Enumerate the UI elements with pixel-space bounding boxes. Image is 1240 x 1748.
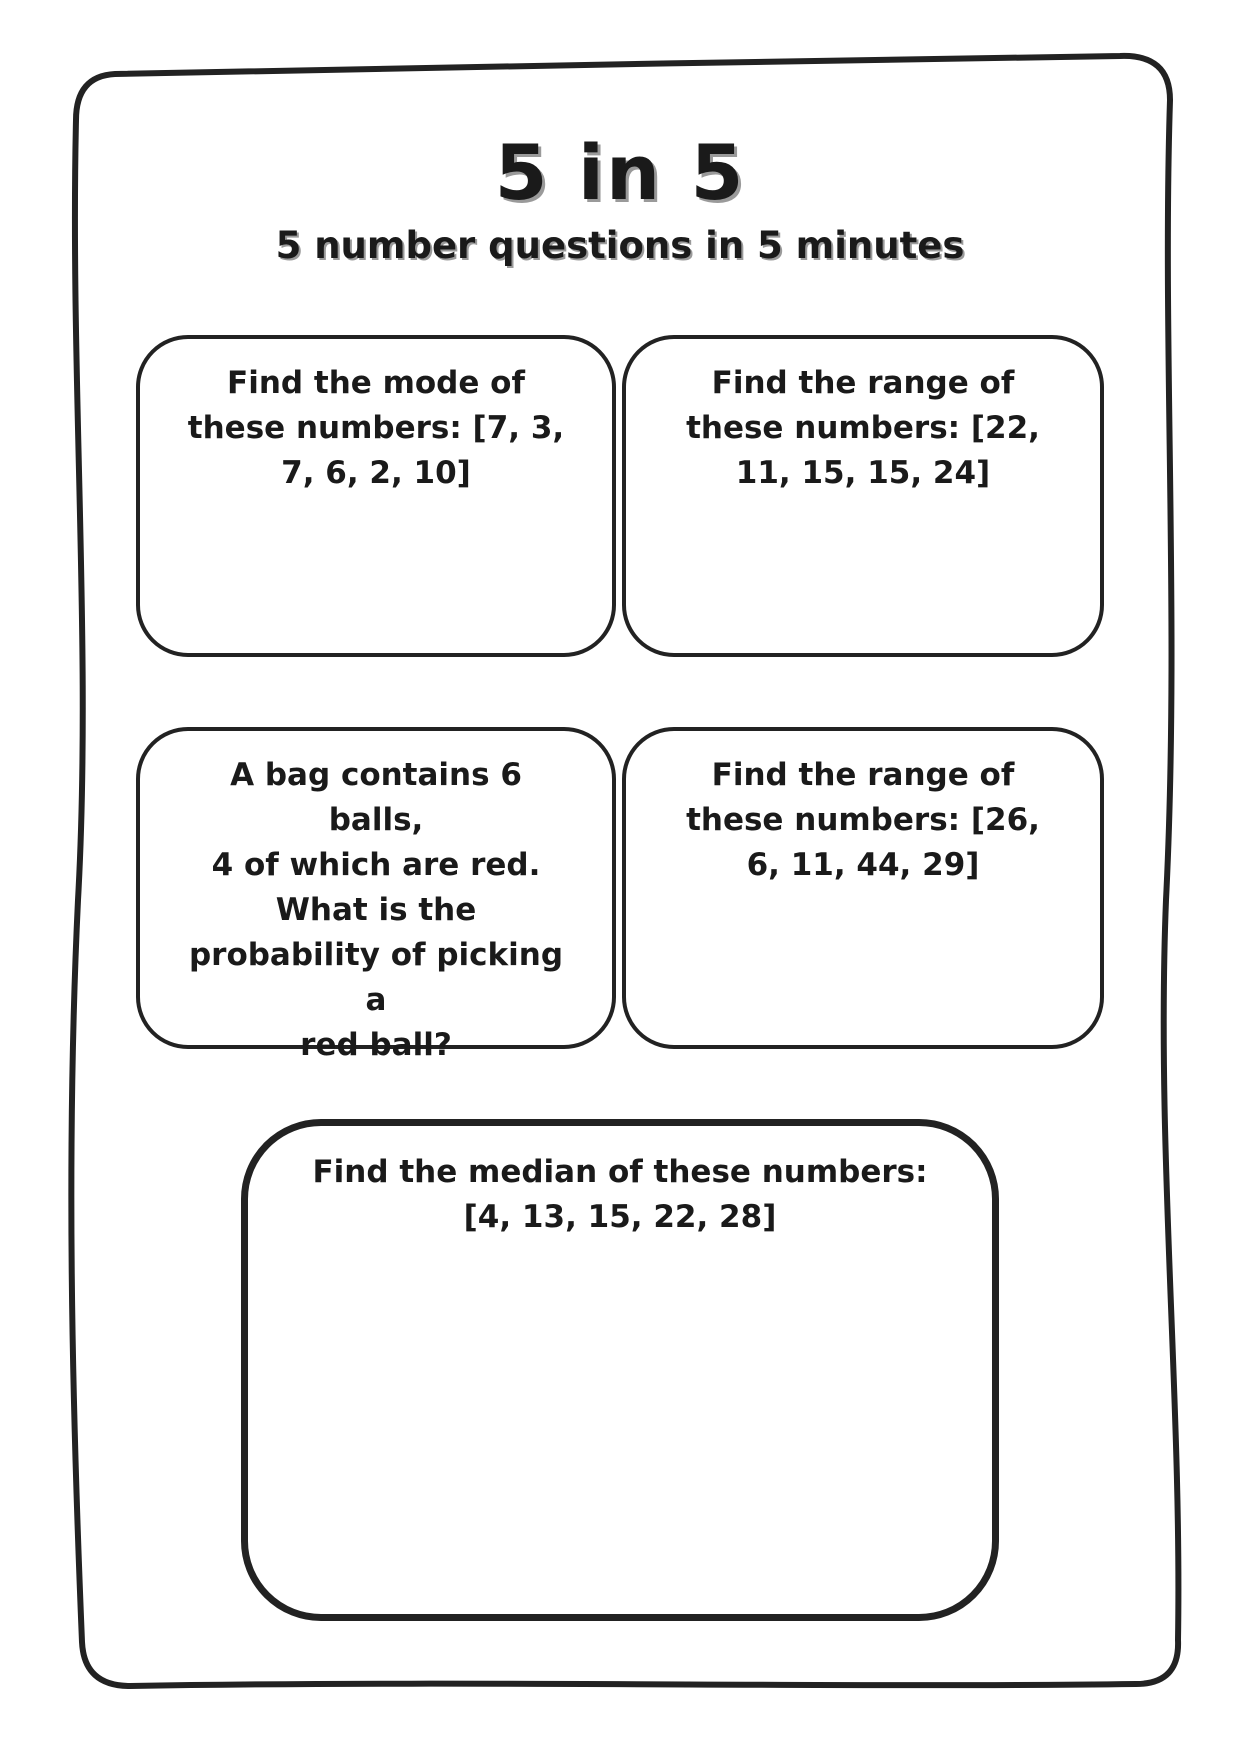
question-card-range-2 — [622, 727, 1104, 1049]
question-text: A bag contains 6 balls, 4 of which are red. What is the probability of picking a red ball? — [188, 757, 564, 1063]
question-card-median — [241, 1119, 999, 1621]
question-text: Find the range of these numbers: [26, 6, 11, 44, 29] — [686, 757, 1040, 883]
question-text: Find the median of these numbers: [4, 13, 15, 22, 28] — [312, 1154, 928, 1235]
question-card-mode — [136, 335, 616, 657]
question-card-probability — [136, 727, 616, 1063]
worksheet-subtitle: 5 number questions in 5 minutes — [275, 224, 965, 267]
question-card-range-1 — [622, 335, 1104, 657]
question-text: Find the mode of these numbers: [7, 3, 7, 6, 2, 10] — [187, 365, 565, 491]
worksheet-title: 5 in 5 — [494, 128, 746, 217]
question-text: Find the range of these numbers: [22, 11, 15, 15, 24] — [686, 365, 1040, 491]
